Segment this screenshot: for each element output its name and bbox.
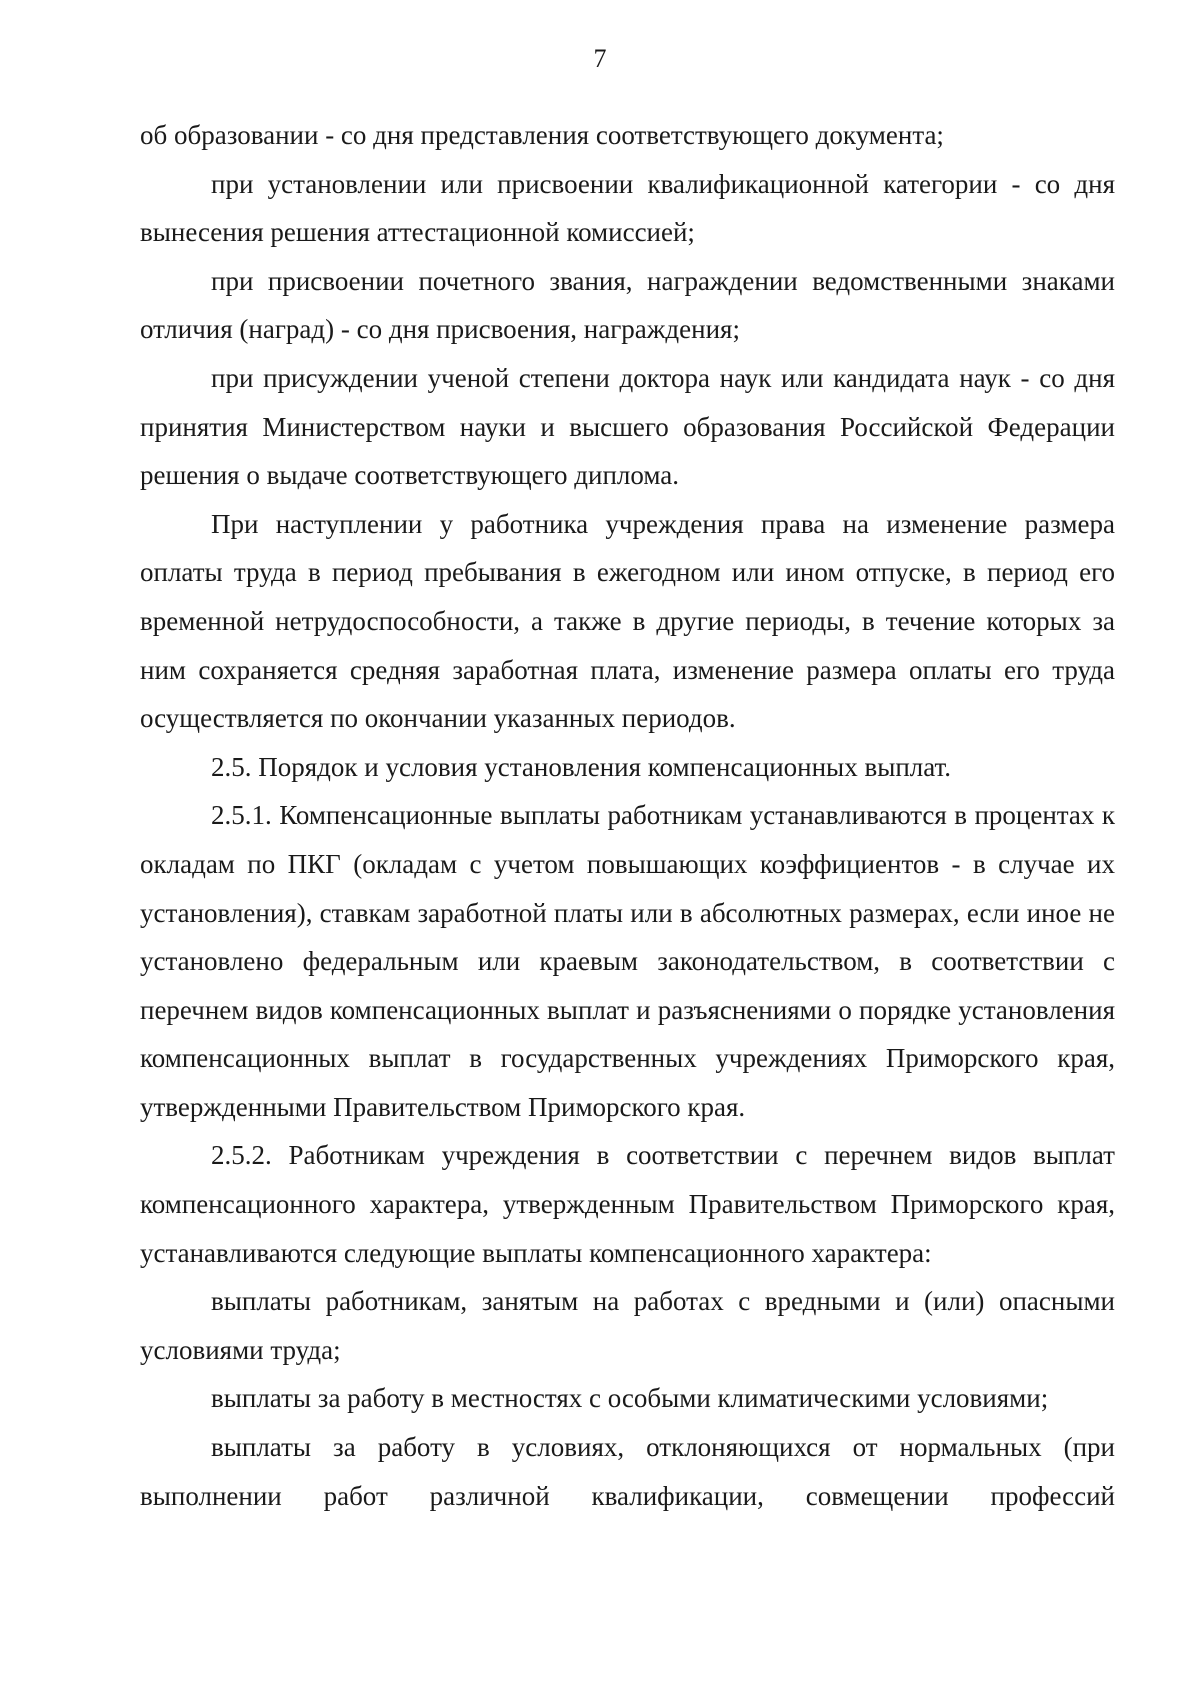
paragraph: 2.5.1. Компенсационные выплаты работникам устанавливаются в процентах к окладам по ПКГ (окладам с учетом повышающих коэффициентов - в случае их установления), ставкам заработной платы или в абсолютных размерах, если иное не установлено федеральным или краевым законодательством, в соответствии с перечнем видов компенсационных выплат и разъяснениями о порядке установления компенсационных выплат в государственных учреждениях Приморского края, утвержденными Правительством Приморского края. — [140, 800, 1115, 1122]
paragraph: 2.5.2. Работникам учреждения в соответствии с перечнем видов выплат компенсационного характера, утвержденным Правительством Приморского края, устанавливаются следующие выплаты компенсационного характера: — [140, 1140, 1115, 1268]
paragraph: При наступлении у работника учреждения права на изменение размера оплаты труда в период пребывания в ежегодном или ином отпуске, в период его временной нетрудоспособности, а также в другие периоды, в течение которых за ним сохраняется средняя заработная плата, изменение размера оплаты его труда осуществляется по окончании указанных периодов. — [140, 508, 1115, 734]
document-body — [140, 111, 1115, 1520]
paragraph: при присуждении ученой степени доктора наук или кандидата наук - со дня принятия Министерством науки и высшего образования Российской Федерации решения о выдаче соответствующего диплома. — [140, 362, 1115, 491]
paragraph: об образовании - со дня представления соответствующего документа; — [140, 120, 944, 150]
paragraph: при присвоении почетного звания, награждении ведомственными знаками отличия (наград) - со дня присвоения, награждения; — [140, 265, 1115, 345]
list-item: выплаты работникам, занятым на работах с вредными и (или) опасными условиями труда; — [140, 1286, 1115, 1365]
list-item: выплаты за работу в условиях, отклоняющихся от нормальных (при выполнении работ различной квалификации, совмещении профессий — [140, 1432, 1115, 1511]
section-heading: 2.5. Порядок и условия установления компенсационных выплат. — [211, 751, 952, 782]
list-item: выплаты за работу в местностях с особыми климатическими условиями; — [211, 1383, 1049, 1414]
paragraph: при установлении или присвоении квалификационной категории - со дня вынесения решения аттестационной комиссией; — [140, 168, 1115, 248]
page-number: 7 — [593, 44, 607, 73]
